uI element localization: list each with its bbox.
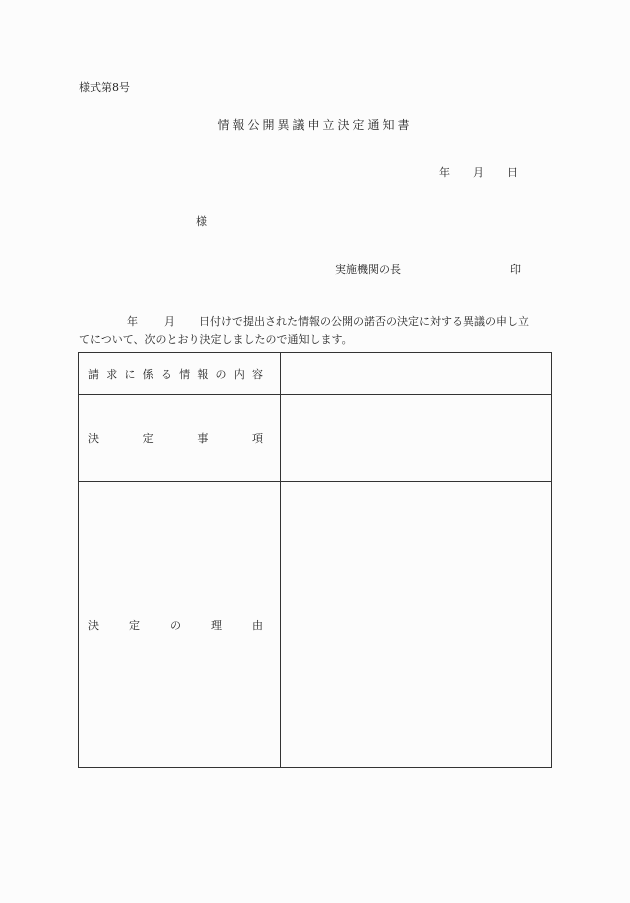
label-char: 請	[88, 367, 99, 381]
decision-table	[78, 352, 552, 768]
label-char: に	[124, 367, 136, 381]
label-char: 報	[197, 367, 209, 381]
body-year: 年	[127, 315, 138, 328]
document-title: 情報公開異議申立決定通知書	[217, 118, 413, 132]
label-char: 決	[88, 432, 99, 445]
decision-items-value[interactable]	[281, 395, 552, 482]
label-char: 事	[197, 432, 209, 445]
body-line-1	[79, 313, 551, 331]
row2-label-chars	[88, 430, 263, 446]
date-line	[439, 166, 518, 180]
label-char: る	[160, 367, 172, 381]
request-info-content-value[interactable]	[281, 353, 552, 395]
label-char: 求	[106, 367, 118, 381]
label-char: 項	[251, 432, 263, 445]
row1-label-chars	[88, 366, 263, 382]
body-text	[79, 313, 551, 349]
body-line-1-text: 日付けで提出された情報の公開の諾否の決定に対する異議の申し立	[199, 315, 529, 328]
date-month: 月	[473, 166, 484, 179]
date-year: 年	[439, 166, 450, 179]
decision-reason-label	[79, 482, 281, 768]
table-row	[79, 395, 552, 482]
label-char: 情	[179, 367, 191, 381]
label-char: 容	[251, 367, 263, 381]
request-info-content-label	[79, 353, 281, 395]
label-char: 決	[88, 618, 99, 632]
label-char: 内	[233, 367, 245, 381]
addressee-suffix: 様	[196, 215, 207, 228]
label-char: の	[215, 367, 227, 381]
label-char: 定	[129, 618, 140, 632]
form-number: 様式第8号	[79, 81, 130, 94]
seal-mark: 印	[510, 263, 521, 276]
body-month: 月	[164, 315, 175, 328]
label-char: 係	[142, 367, 154, 381]
decision-items-label	[79, 395, 281, 482]
label-char: 理	[211, 618, 222, 632]
table-row	[79, 482, 552, 768]
body-line-2: てについて、次のとおり決定しましたので通知します。	[79, 333, 353, 346]
label-char: の	[170, 618, 181, 632]
table-row	[79, 353, 552, 395]
label-char: 定	[142, 432, 154, 445]
label-char: 由	[252, 618, 263, 632]
row3-label-chars	[88, 617, 263, 633]
decision-reason-value[interactable]	[281, 482, 552, 768]
agency-head-label: 実施機関の長	[335, 263, 401, 276]
date-day: 日	[507, 166, 518, 179]
